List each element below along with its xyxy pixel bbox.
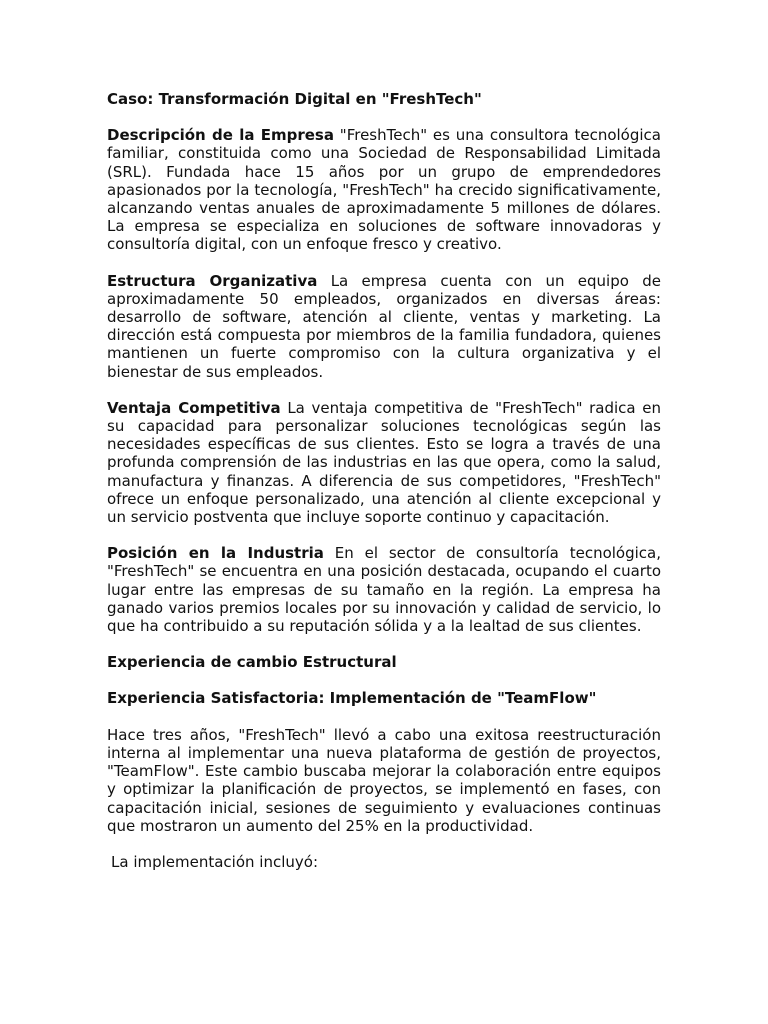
section-industry-position <box>107 544 661 635</box>
section-competitive-advantage <box>107 399 661 526</box>
implementation-intro: La implementación incluyó: <box>111 852 319 871</box>
section-lead: Posición en la Industria <box>107 544 324 563</box>
section-text: "FreshTech" es una consultora tecnológica familiar, constituida como una Sociedad de Responsabilidad Limitada (SRL). Fundada hace 15 años por un grupo de emprendedores apasionados por la tecnología, "FreshTech" ha crecido significativamente, alcanzando ventas anuales de aproximadamente 5 millones de dólares. La empresa se especializa en soluciones de software innovadoras y consultoría digital, con un enfoque fresco y creativo. <box>107 126 661 254</box>
heading-structural-change: Experiencia de cambio Estructural <box>107 653 397 672</box>
heading-teamflow-success: Experiencia Satisfactoria: Implementación de "TeamFlow" <box>107 689 597 708</box>
teamflow-paragraph: Hace tres años, "FreshTech" llevó a cabo una exitosa reestructuración interna al implementar una nueva plataforma de gestión de proyectos, "TeamFlow". Este cambio buscaba mejorar la colaboración entre equipos y optimizar la planificación de proyectos, se implementó en fases, con capacitación inicial, sesiones de seguimiento y evaluaciones continuas que mostraron un aumento del 25% en la productividad. <box>107 725 661 835</box>
section-text: La ventaja competitiva de "FreshTech" radica en su capacidad para personalizar soluciones tecnológicas según las necesidades específicas de sus clientes. Esto se logra a través de una profunda comprensión de las industrias en las que opera, como la salud, manufactura y finanzas. A diferencia de sus competidores, "FreshTech" ofrece un enfoque personalizado, una atención al cliente excepcional y un servicio postventa que incluye soporte continuo y capacitación. <box>107 398 661 527</box>
section-lead: Ventaja Competitiva <box>107 398 281 417</box>
section-company-description <box>107 126 661 253</box>
document-title: Caso: Transformación Digital en "FreshTech" <box>107 90 482 108</box>
section-text: En el sector de consultoría tecnológica, "FreshTech" se encuentra en una posición destacada, ocupando el cuarto lugar entre las empresas de su tamaño en la región. La empresa ha ganado varios premios locales por su innovación y calidad de servicio, lo que ha contribuido a su reputación sólida y a la lealtad de sus clientes. <box>107 544 661 636</box>
section-organizational-structure <box>107 272 661 381</box>
section-lead: Descripción de la Empresa <box>107 126 334 145</box>
section-lead: Estructura Organizativa <box>107 271 318 290</box>
document-page <box>107 90 661 871</box>
section-text: La empresa cuenta con un equipo de aproximadamente 50 empleados, organizados en diversas áreas: desarrollo de software, atención al cliente, ventas y marketing. La dirección está compuesta por miembros de la familia fundadora, quienes mantienen un fuerte compromiso con la cultura organizativa y el bienestar de sus empleados. <box>107 271 661 381</box>
